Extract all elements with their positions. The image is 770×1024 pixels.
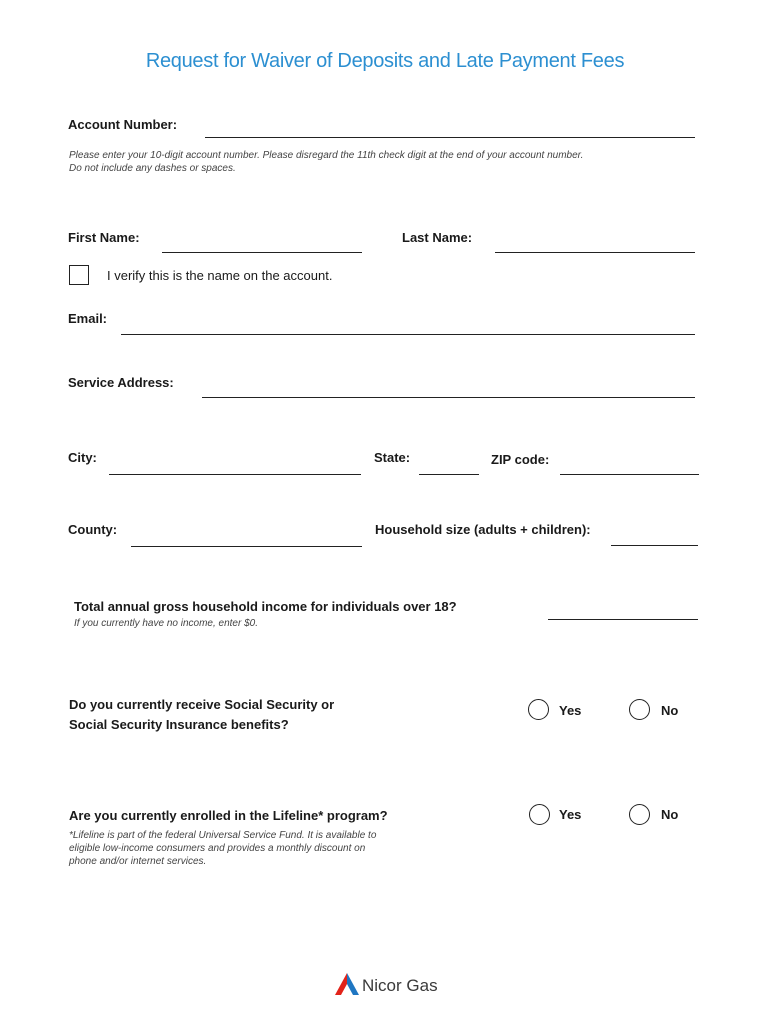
last-name-field[interactable] [495,252,695,253]
county-label: County: [68,522,118,537]
first-name-field[interactable] [162,252,362,253]
account-number-hint-1: Please enter your 10-digit account number. Please disregard the 11th check digit at the end of your account number. [69,150,584,161]
service-address-label: Service Address: [68,375,174,390]
lifeline-yes-label: Yes [559,807,582,822]
ss-yes-label: Yes [559,703,582,718]
lifeline-note-3: phone and/or internet services. [69,856,207,867]
state-field[interactable] [419,474,479,475]
account-number-hint-2: Do not include any dashes or spaces. [69,163,236,174]
verify-name-checkbox[interactable] [69,265,89,285]
first-name-label: First Name: [68,230,140,245]
email-field[interactable] [121,334,695,335]
ss-no-radio[interactable] [629,699,650,720]
city-field[interactable] [109,474,361,475]
income-field[interactable] [548,619,698,620]
lifeline-no-label: No [661,807,679,822]
county-field[interactable] [131,546,362,547]
account-number-field[interactable] [205,137,695,138]
state-label: State: [374,450,411,465]
ss-yes-radio[interactable] [528,699,549,720]
city-label: City: [68,450,97,465]
email-label: Email: [68,311,108,326]
lifeline-note-1: *Lifeline is part of the federal Universal Service Fund. It is available to [69,830,377,841]
household-size-label: Household size (adults + children): [375,522,591,537]
page-title: Request for Waiver of Deposits and Late Payment Fees [145,50,625,72]
lifeline-question: Are you currently enrolled in the Lifeline* program? [69,808,388,823]
service-address-field[interactable] [202,397,695,398]
last-name-label: Last Name: [402,230,473,245]
lifeline-note-2: eligible low-income consumers and provides a monthly discount on [69,843,366,854]
nicor-flame-logo-icon [334,972,360,996]
company-name: Nicor Gas [362,976,438,995]
zip-label: ZIP code: [491,452,550,467]
verify-name-label: I verify this is the name on the account. [107,268,333,283]
account-number-label: Account Number: [68,117,178,132]
ss-question-line-2: Social Security Insurance benefits? [69,717,289,732]
lifeline-no-radio[interactable] [629,804,650,825]
ss-no-label: No [661,703,679,718]
zip-field[interactable] [560,474,699,475]
income-label: Total annual gross household income for individuals over 18? [74,599,457,614]
ss-question-line-1: Do you currently receive Social Security or [69,697,335,712]
household-size-field[interactable] [611,545,698,546]
income-hint: If you currently have no income, enter $0. [74,618,258,629]
lifeline-yes-radio[interactable] [529,804,550,825]
